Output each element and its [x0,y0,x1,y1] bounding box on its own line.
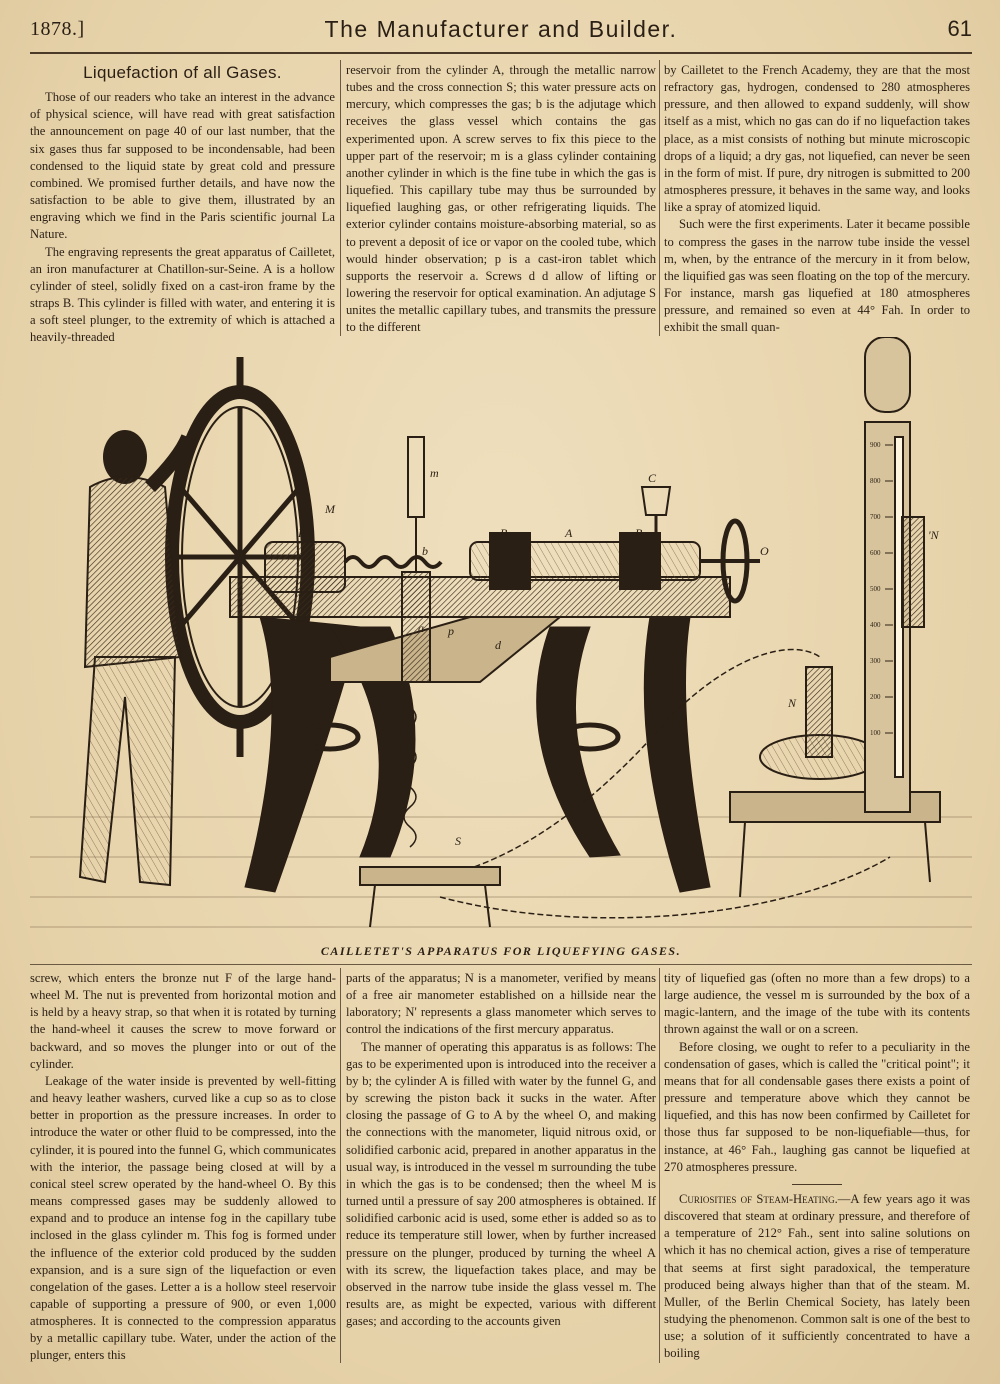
paragraph: screw, which enters the bronze nut F of the large hand-wheel M. The nut is prevented from horizontal motion and is held by a heavy strap, so that when it is rotated by turning the hand-wheel it causes the screw to move forward or backward, and so moves the plunger into or out of the cylinder. [30,971,336,1071]
scale-tick-label: 400 [870,621,881,629]
paragraph: Before closing, we ought to refer to a peculiarity in the condensation of gases, which is called the "critical point"; it means that for all condensable gases there exists a point of pressure and temperature above which they cannot be liquefied, and this has now been confirmed by Cailletet for those thus far supposed to be non-liquefiable—thus, for instance, at 46° Fah., laughing gas cannot be liquefied at 270 atmospheres pressure. [664,1039,970,1174]
column-divider [659,60,660,336]
glass-manometer-N-prime [865,337,924,812]
label-O: O [760,544,769,558]
figure-caption: CAILLETET'S APPARATUS FOR LIQUEFYING GASES. [320,944,682,958]
label-A: A [565,526,573,540]
column-divider [340,968,341,1363]
paragraph: Such were the first experiments. Later it became possible to compress the gases in the narrow tube inside the vessel m, when, by the entrance of the mercury in it from below, the liquified gas was seen floating on the top of the mercury. For instance, marsh gas liquefied at 180 atmospheres pressure, and remained so even at 44° Fah. In order to exhibit the small quan- [664,217,970,335]
scale-tick-label: 600 [870,549,881,557]
column-1-bottom [30,970,336,1365]
header-year: 1878.] [30,18,85,40]
reservoir-a [402,572,430,682]
curiosities-paragraph [664,1191,970,1363]
paragraph: parts of the apparatus; N is a manometer, verified by means of a free air manometer established on a hillside near the laboratory; N' represents a glass manometer which serves to control the indications of the first mercury apparatus. [346,971,656,1037]
funnel-G [642,487,670,515]
label-m: m [430,466,439,480]
label-B: B [635,526,643,540]
paragraph: Leakage of the water inside is prevented by well-fitting and heavy leather washers, curved like a cup so as to close better in proportion as the pressure increases. In order to introduce the water or other fluid to be compressed, into the cylinder, it is poured into the funnel G, which communicates with the interior, the passage being closed at will by a conical steel screw operated by the hand-wheel O. By this means compressed gases may be suddenly allowed to expand and to produce an intense fog in the capillary tube inclosed in the glass cylinder m. This fog is formed under the influence of the exterior cold produced by the sudden expansion, and is a sure sign of the liquefaction or even congelation of the gases. Letter a is a hollow steel reservoir capable of supporting a pressure of 900, or even 1,000 atmospheres. It is connected to the compression apparatus by a metallic capillary tube. Water, under the action of the plunger, enters this [30,1073,336,1363]
paragraph: by Cailletet to the French Academy, they are that the most refractory gas, hydrogen, condensed to 280 atmospheres pressure, and then allowed to expand suddenly, will show itself as a mist, which no gas can do if no liquefaction takes place, as a mist consists of nothing but minute microscopic drops of a liquid; a dry gas, not liquefied, can never be seen in the form of mist. If pure, dry nitrogen is submitted to 200 atmospheres pressure, it behaves in the same way, and looks like a spray of atomized liquid. [664,63,970,215]
caption-rule [30,964,972,965]
page-number: 61 [947,16,972,41]
label-C: C [648,471,657,485]
paragraph: The engraving represents the great apparatus of Cailletet, an iron manufacturer at Chatillon-sur-Seine. A is a hollow cylinder of steel, solidly fixed on a cast-iron frame by the straps B. This cylinder is filled with water, and entering it is a soft steel plunger, to the extremity of which is attached a heavily-threaded [30,244,335,345]
label-N-prime: 'N [928,528,939,542]
cylinder-A [470,533,700,589]
label-F: F [298,526,306,540]
paragraph: Those of our readers who take an interest in the advance of physical science, will have read with great satisfaction the announcement on page 40 of our last number, that the six gases thus far supposed to be incondensable, had been condensed to the liquid state by great cold and pressure combined. We promised further details, and have now the satisfaction to be able to give them, illustrated by an engraving which we find in the Paris scientific journal La Nature. [30,90,335,242]
page-header [30,12,972,52]
paragraph: The manner of operating this apparatus is as follows: The gas to be experimented upon is introduced into the receiver a by b; the cylinder A is filled with water by the funnel G, and by screwing the piston back it sucks in the water. After closing the passage of G to A by the wheel O, and making the connections with the manometer, liquid nitrous oxid, or solidified carbonic acid, prepared in another apparatus in the usual way, is introduced in the vessel m surrounding the tube in which the gas is to be condensed; then the wheel M is turned until a pressure of say 200 atmospheres is obtained. If solidified carbonic acid is used, some ether is added so as to reduce its temperature still lower, when by further increased pressure on the plunger, produced by turning the wheel A with its screw, the liquefaction takes place, and may be observed in the narrow tube inside the glass vessel m. The results are, as might be expected, various with different gases; and according to the accounts given [346,1039,656,1329]
paragraph: tity of liquefied gas (often no more than a few drops) to a large audience, the vessel m is surrounded by the box of a magic-lantern, and the image of the tube with its contents thrown against the wall or on a screen. [664,971,970,1037]
label-a: a [418,621,424,635]
label-N: N [788,696,797,710]
label-d: d [495,638,501,652]
scale-tick-label: 200 [870,693,881,701]
column-3-bottom [664,970,970,1362]
column-divider [340,60,341,336]
glass-cylinder-m [408,437,424,517]
curiosities-heading: Curiosities of Steam-Heating. [679,1191,838,1206]
scale-tick-label: 700 [870,513,881,521]
capillary-coil [440,857,890,918]
scale-tick-label: 300 [870,657,881,665]
scale-tick-label: 800 [870,477,881,485]
curiosities-text: —A few years ago it was discovered that steam at ordinary pressure, and therefore of a temperature of 212° Fah., sent into saline solutions on which it has no chemical action, gives a rise of temperature that seems at first sight paradoxical, the temperature produced being always higher than that of the steam. M. Muller, of the Berlin Chemical Society, has lately been studying the phenomenon. Common salt is one of the best to use; a solution of it sufficiently concentrated to have a boiling [664,1191,970,1361]
column-2-top [346,62,656,337]
section-rule [792,1184,842,1185]
header-title: The Manufacturer and Builder. [324,16,678,42]
header-rule [30,52,972,54]
label-p: p [448,624,454,638]
paragraph: reservoir from the cylinder A, through the metallic narrow tubes and the cross connection S; this water pressure acts on mercury, which compresses the gas; b is the adjutage which receives the glass vessel which contains the gas experimented upon. A screw serves to fix this piece to the upper part of the reservoir; m is a glass cylinder containing another cylinder in which is the fine tube in which the gas is liquefied. This capillary tube may thus be surrounded by liquefied laughing gas, or other refrigerating liquids. The exterior cylinder contains moisture-absorbing material, so as to prevent a deposit of ice or vapor on the cooled tube, which would hinder observation; p is a cast-iron tablet which supports the reservoir a. Screws d d allow of lifting or lowering the reservoir for optical examination. An adjutage S unites the metallic capillary tubes, and transmits the pressure to the different [346,63,656,335]
label-b: b [422,544,428,558]
threaded-screw [345,557,441,567]
label-S: S [455,834,461,848]
bronze-nut-F [265,542,345,592]
scale-tick-label: 100 [870,729,881,737]
column-2-bottom [346,970,656,1330]
column-divider [659,968,660,1363]
article-title: Liquefaction of all Gases. [83,63,282,82]
column-3-top [664,62,970,337]
scale-tick-label: 500 [870,585,881,593]
apparatus-engraving [30,337,972,945]
label-M: M [325,502,335,516]
scale-tick-label: 900 [870,441,881,449]
label-B: B [500,526,508,540]
column-1-top [30,62,335,347]
